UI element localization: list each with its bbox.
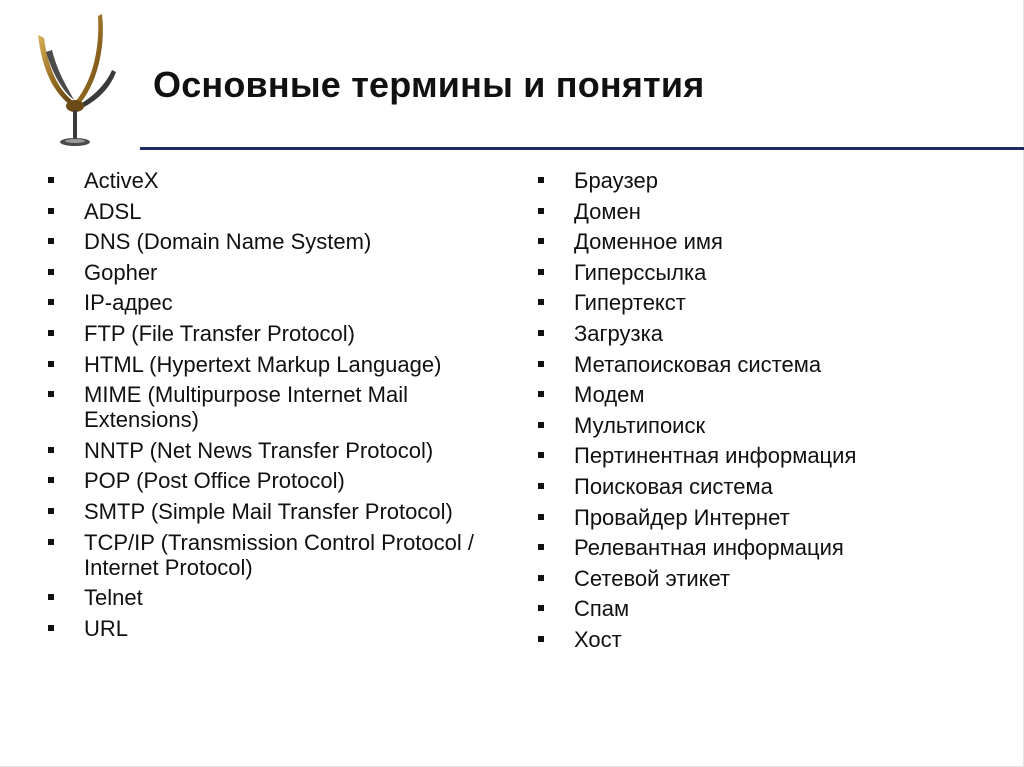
term-text: IP-адрес	[84, 290, 173, 316]
list-item	[48, 290, 528, 315]
square-bullet-icon	[538, 208, 544, 214]
term-text: Telnet	[84, 585, 143, 611]
list-item	[48, 585, 528, 610]
term-text: HTML (Hypertext Markup Language)	[84, 351, 442, 377]
list-item	[48, 616, 528, 641]
square-bullet-icon	[48, 539, 54, 545]
square-bullet-icon	[48, 238, 54, 244]
term-text: ADSL	[84, 198, 142, 224]
square-bullet-icon	[538, 361, 544, 367]
list-item	[538, 474, 998, 499]
square-bullet-icon	[48, 361, 54, 367]
list-item	[48, 352, 528, 377]
term-text: Хост	[574, 626, 622, 652]
square-bullet-icon	[48, 208, 54, 214]
list-item	[538, 352, 998, 377]
term-text: Gopher	[84, 259, 158, 285]
list-item	[48, 499, 528, 524]
term-text: POP (Post Office Protocol)	[84, 468, 345, 494]
list-item	[538, 382, 998, 407]
term-text: Модем	[574, 382, 645, 408]
term-text: Гиперссылка	[574, 259, 707, 285]
term-text: Доменное имя	[574, 229, 723, 255]
square-bullet-icon	[538, 269, 544, 275]
square-bullet-icon	[538, 422, 544, 428]
term-text: Провайдер Интернет	[574, 504, 790, 530]
term-text: MIME (Multipurpose Internet Mail Extensions)	[84, 382, 408, 433]
list-item	[538, 260, 998, 285]
glass-globe-logo-icon	[28, 10, 123, 150]
list-item	[538, 229, 998, 254]
square-bullet-icon	[538, 605, 544, 611]
list-item	[48, 199, 528, 224]
list-item	[538, 413, 998, 438]
square-bullet-icon	[538, 636, 544, 642]
square-bullet-icon	[538, 544, 544, 550]
term-text: TCP/IP (Transmission Control Protocol / Internet Protocol)	[84, 529, 475, 580]
square-bullet-icon	[538, 299, 544, 305]
term-text: DNS (Domain Name System)	[84, 229, 372, 255]
term-text: Метапоисковая система	[574, 351, 822, 377]
square-bullet-icon	[48, 391, 54, 397]
square-bullet-icon	[48, 477, 54, 483]
list-item	[538, 627, 998, 652]
square-bullet-icon	[48, 177, 54, 183]
term-text: Поисковая система	[574, 473, 773, 499]
list-item	[538, 443, 998, 468]
square-bullet-icon	[538, 452, 544, 458]
square-bullet-icon	[538, 575, 544, 581]
slide-title: Основные термины и понятия	[153, 64, 705, 105]
list-item	[538, 505, 998, 530]
term-text: ActiveX	[84, 168, 159, 193]
title-divider	[140, 147, 1024, 150]
term-text: Мультипоиск	[574, 412, 706, 438]
list-item	[538, 321, 998, 346]
list-item	[538, 290, 998, 315]
square-bullet-icon	[538, 391, 544, 397]
term-text: Загрузка	[574, 320, 663, 346]
square-bullet-icon	[48, 447, 54, 453]
term-text: Гипертекст	[574, 290, 686, 316]
term-text: Браузер	[574, 168, 658, 193]
square-bullet-icon	[48, 508, 54, 514]
square-bullet-icon	[48, 269, 54, 275]
list-item	[48, 168, 528, 193]
term-text: FTP (File Transfer Protocol)	[84, 320, 355, 346]
list-item	[538, 168, 998, 193]
term-text: NNTP (Net News Transfer Protocol)	[84, 437, 434, 463]
term-text: SMTP (Simple Mail Transfer Protocol)	[84, 498, 453, 524]
square-bullet-icon	[48, 330, 54, 336]
list-item	[48, 438, 528, 463]
list-item	[538, 199, 998, 224]
list-item	[48, 229, 528, 254]
left-terms-list	[48, 168, 528, 646]
list-item	[538, 535, 998, 560]
list-item	[48, 321, 528, 346]
term-text: URL	[84, 615, 129, 641]
term-text: Спам	[574, 596, 630, 622]
list-item	[48, 382, 528, 432]
term-text: Домен	[574, 198, 641, 224]
list-item	[48, 530, 528, 580]
list-item	[538, 566, 998, 591]
term-text: Сетевой этикет	[574, 565, 731, 591]
list-item	[538, 596, 998, 621]
square-bullet-icon	[538, 330, 544, 336]
square-bullet-icon	[538, 238, 544, 244]
square-bullet-icon	[538, 483, 544, 489]
square-bullet-icon	[538, 177, 544, 183]
right-terms-list	[538, 168, 998, 658]
list-item	[48, 260, 528, 285]
list-item	[48, 468, 528, 493]
square-bullet-icon	[538, 514, 544, 520]
square-bullet-icon	[48, 299, 54, 305]
term-text: Пертинентная информация	[574, 443, 857, 469]
term-text: Релевантная информация	[574, 535, 844, 561]
square-bullet-icon	[48, 625, 54, 631]
square-bullet-icon	[48, 594, 54, 600]
